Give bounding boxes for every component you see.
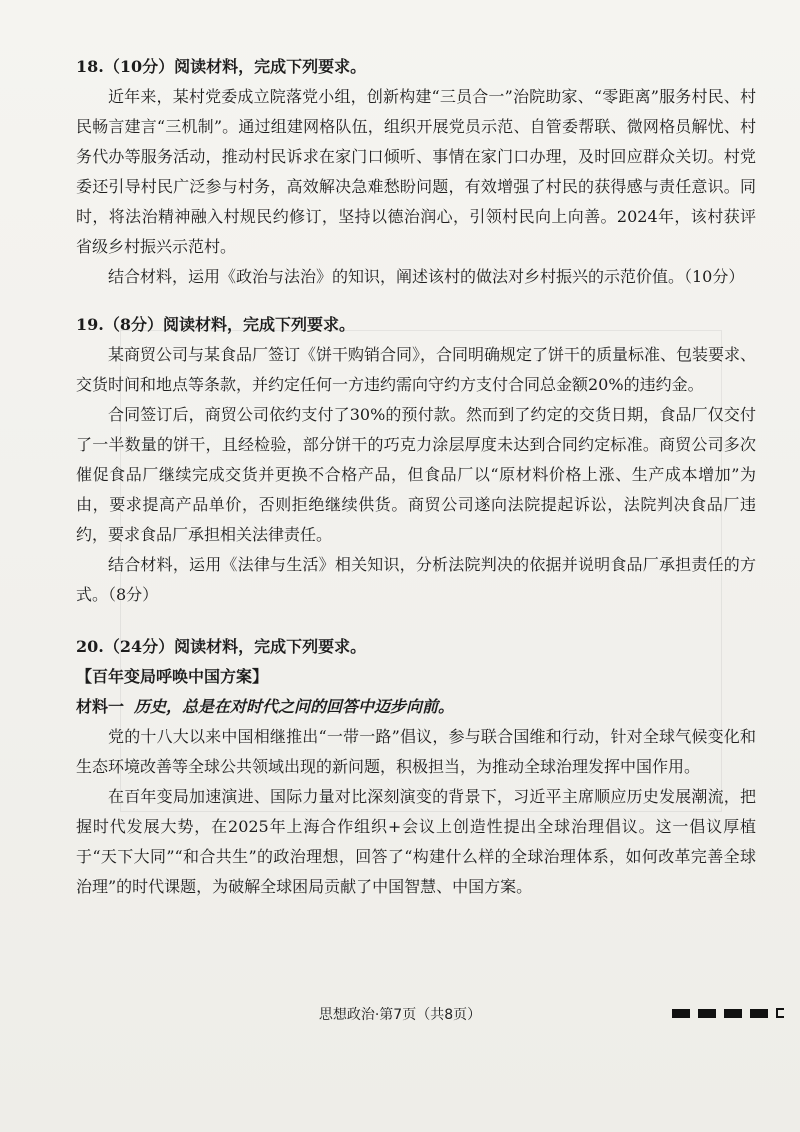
question-18-heading: 18.（10分）阅读材料，完成下列要求。 [76, 57, 367, 76]
question-18-task: 结合材料，运用《政治与法治》的知识，阐述该村的做法对乡村振兴的示范价值。（10分） [108, 267, 745, 286]
material-lead-text: 历史，总是在对时代之问的回答中迈步向前。 [134, 697, 455, 716]
question-18 [76, 52, 756, 292]
question-20-section-title: 【百年变局呼唤中国方案】 [76, 667, 269, 686]
question-20-heading: 20.（24分）阅读材料，完成下列要求。 [76, 637, 367, 656]
question-19-material-2: 合同签订后，商贸公司依约支付了30%的预付款。然而到了约定的交货日期，食品厂仅交付了一半数量的饼干，且经检验，部分饼干的巧克力涂层厚度未达到合同约定标准。商贸公司多次催促食品厂继续完成交货并更换不合格产品，但食品厂以“原材料价格上涨、生产成本增加”为由，要求提高产品单价，否则拒绝继续供货。商贸公司遂向法院提起诉讼，法院判决食品厂违约，要求食品厂承担相关法律责任。 [76, 405, 756, 544]
question-20-material-2: 在百年变局加速演进、国际力量对比深刻演变的背景下，习近平主席顺应历史发展潮流，把握时代发展大势，在2025年上海合作组织+会议上创造性提出全球治理倡议。这一倡议厚植于“天下大同”“和合共生”的政治理想，回答了“构建什么样的全球治理体系，如何改革完善全球治理”的时代课题，为破解全球困局贡献了中国智慧、中国方案。 [76, 787, 756, 896]
alignment-mark [698, 1009, 716, 1018]
alignment-marks [672, 1008, 784, 1018]
page-footer: 思想政治·第7页（共8页） [318, 1007, 482, 1023]
page-content [76, 52, 756, 902]
question-19 [76, 310, 756, 610]
material-label: 材料一 [76, 697, 125, 716]
question-20 [76, 632, 756, 902]
question-18-material: 近年来，某村党委成立院落党小组，创新构建“三员合一”治院助家、“零距离”服务村民、村民畅言建言“三机制”。通过组建网格队伍，组织开展党员示范、自管委帮联、微网格员解忧、村务代办等服务活动，推动村民诉求在家门口倾听、事情在家门口办理，及时回应群众关切。村党委还引导村民广泛参与村务，高效解决急难愁盼问题，有效增强了村民的获得感与责任意识。同时，将法治精神融入村规民约修订，坚持以德治润心，引领村民向上向善。2024年，该村获评省级乡村振兴示范村。 [76, 87, 756, 256]
alignment-mark [750, 1009, 768, 1018]
alignment-bracket-mark [776, 1008, 784, 1018]
question-20-material-1: 党的十八大以来中国相继推出“一带一路”倡议，参与联合国维和行动，针对全球气候变化和生态环境改善等全球公共领域出现的新问题，积极担当，为推动全球治理发挥中国作用。 [76, 727, 756, 776]
question-20-material-line [76, 692, 756, 722]
question-19-heading: 19.（8分）阅读材料，完成下列要求。 [76, 315, 355, 334]
question-19-material-1: 某商贸公司与某食品厂签订《饼干购销合同》，合同明确规定了饼干的质量标准、包装要求、交货时间和地点等条款，并约定任何一方违约需向守约方支付合同总金额20%的违约金。 [76, 345, 757, 394]
alignment-mark [724, 1009, 742, 1018]
question-19-task: 结合材料，运用《法律与生活》相关知识，分析法院判决的依据并说明食品厂承担责任的方式。（8分） [76, 555, 756, 604]
alignment-mark [672, 1009, 690, 1018]
